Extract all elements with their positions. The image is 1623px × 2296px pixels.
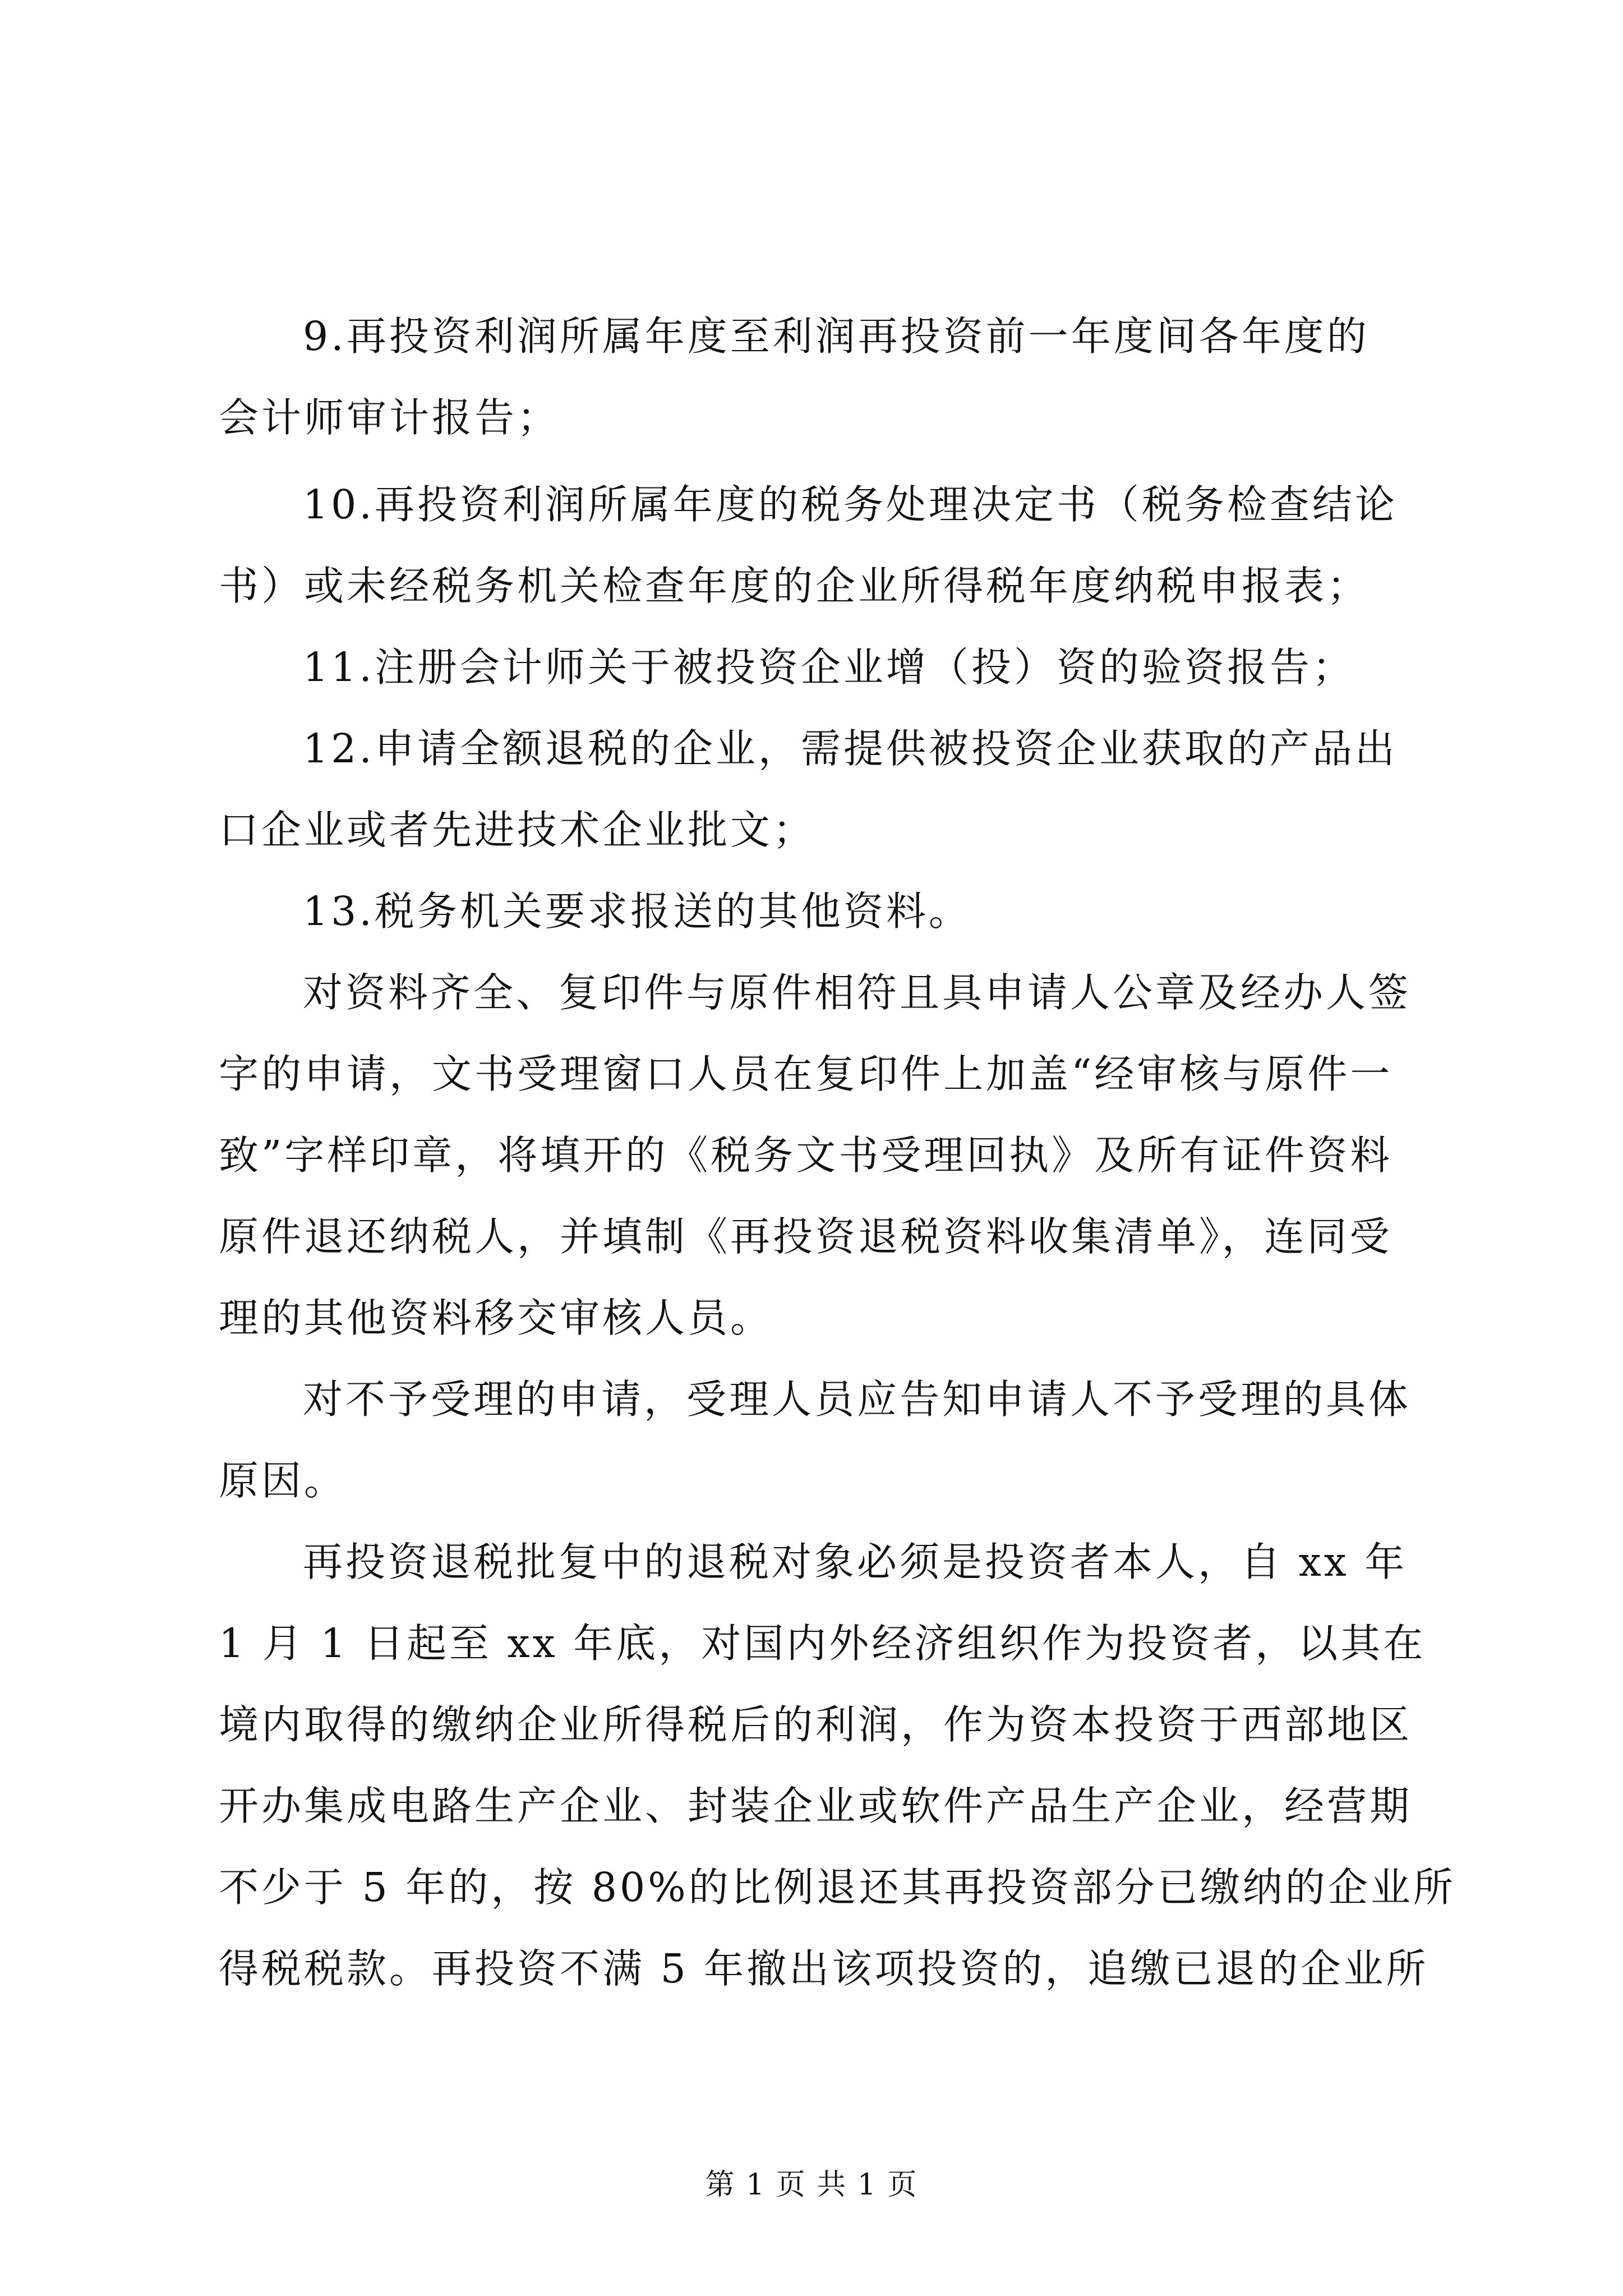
text-line: 口企业或者先进技术企业批文； bbox=[219, 807, 816, 853]
text-line: 原件退还纳税人，并填制《再投资退税资料收集清单》，连同受 bbox=[219, 1213, 1393, 1260]
text-line: 开办集成电路生产企业、封装企业或软件产品生产企业，经营期 bbox=[219, 1783, 1413, 1829]
text-line: 会计师审计报告； bbox=[219, 394, 560, 441]
text-line: 不少于 5 年的，按 80%的比例退还其再投资部分已缴纳的企业所 bbox=[219, 1864, 1456, 1911]
text-line: 12.申请全额退税的企业，需提供被投资企业获取的产品出 bbox=[303, 725, 1398, 772]
text-line: 对资料齐全、复印件与原件相符且具申请人公章及经办人签 bbox=[303, 969, 1412, 1016]
text-line: 境内取得的缴纳企业所得税后的利润，作为资本投资于西部地区 bbox=[219, 1701, 1413, 1748]
text-line: 11.注册会计师关于被投资企业增（投）资的验资报告； bbox=[303, 644, 1355, 691]
text-line: 理的其他资料移交审核人员。 bbox=[219, 1295, 773, 1341]
text-line: 10.再投资利润所属年度的税务处理决定书（税务检查结论 bbox=[303, 481, 1398, 528]
text-line: 书）或未经税务机关检查年度的企业所得税年度纳税申报表； bbox=[219, 563, 1370, 609]
text-line: 对不予受理的申请，受理人员应告知申请人不予受理的具体 bbox=[303, 1376, 1412, 1423]
text-line: 9.再投资利润所属年度至利润再投资前一年度间各年度的 bbox=[303, 313, 1370, 360]
text-line: 再投资退税批复中的退税对象必须是投资者本人，自 xx 年 bbox=[303, 1539, 1408, 1585]
text-line: 字的申请，文书受理窗口人员在复印件上加盖“经审核与原件一 bbox=[219, 1051, 1393, 1097]
page-footer: 第 1 页 共 1 页 bbox=[705, 2168, 918, 2202]
text-line: 1 月 1 日起至 xx 年底，对国内外经济组织作为投资者，以其在 bbox=[219, 1620, 1426, 1667]
text-line: 13.税务机关要求报送的其他资料。 bbox=[303, 888, 971, 935]
text-line: 致”字样印章，将填开的《税务文书受理回执》及所有证件资料 bbox=[219, 1132, 1393, 1179]
text-line: 得税税款。再投资不满 5 年撤出该项投资的，追缴已退的企业所 bbox=[219, 1945, 1429, 1992]
text-line: 原因。 bbox=[219, 1457, 347, 1504]
